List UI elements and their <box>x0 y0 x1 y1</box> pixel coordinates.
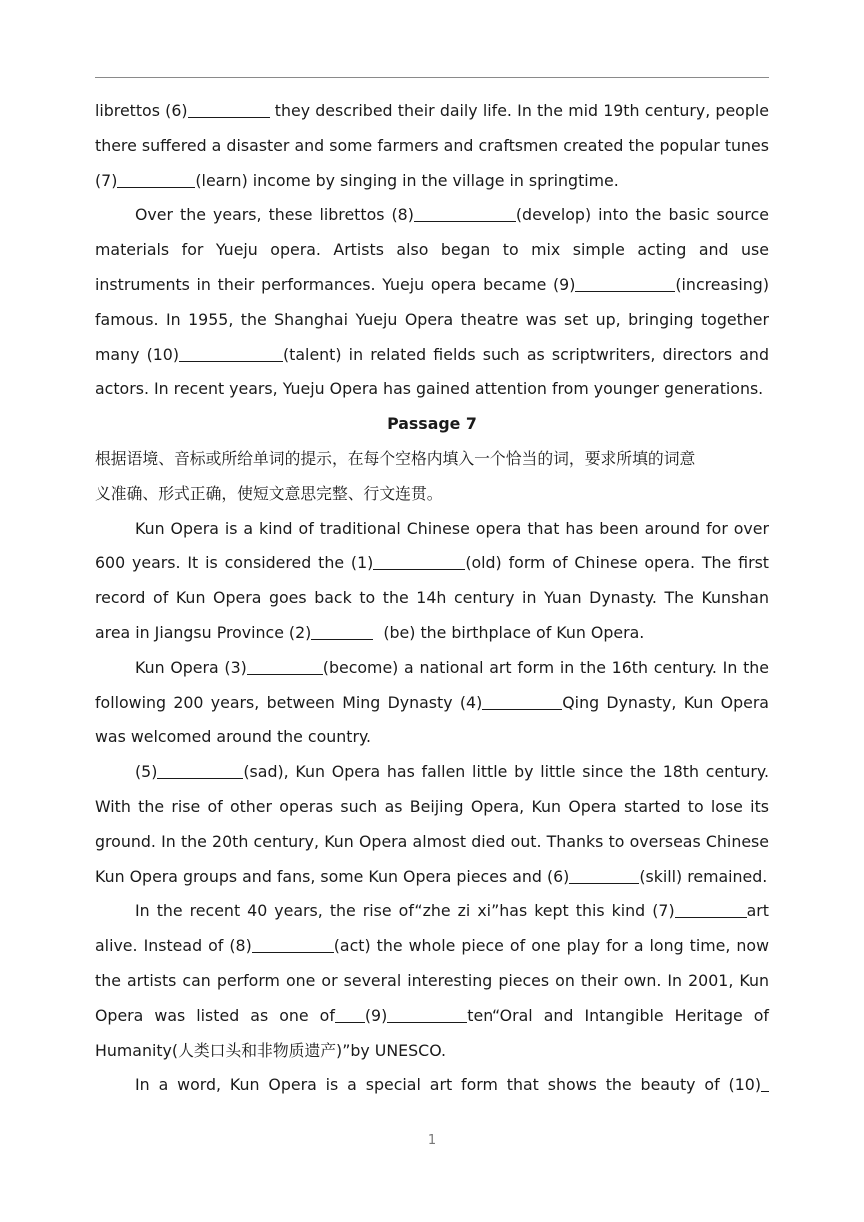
text-line: Kun Opera (3) (become) a national art form in the 16th century. In the <box>135 657 769 677</box>
text-line: Opera was listed as one of (9) ten“Oral and Intangible Heritage of <box>95 1005 769 1025</box>
text-line: record of Kun Opera goes back to the 14h century in Yuan Dynasty. The Kunshan <box>95 588 769 608</box>
answer-blank-2[interactable] <box>311 622 373 640</box>
instruction-line: 义准确、形式正确，使短文意思完整、行文连贯。 <box>95 483 443 503</box>
text-line: 600 years. It is considered the (1) (old) form of Chinese opera. The first <box>95 553 770 573</box>
answer-blank-8[interactable] <box>252 936 334 954</box>
text-line: was welcomed around the country. <box>95 727 372 747</box>
text-line: there suffered a disaster and some farmers and craftsmen created the popular tunes <box>95 135 769 155</box>
answer-blank-9[interactable] <box>387 1005 467 1023</box>
text-line: (5) (sad), Kun Opera has fallen little by little since the 18th century. <box>135 762 769 782</box>
text-line: following 200 years, between Ming Dynasty (4) Qing Dynasty, Kun Opera <box>95 692 769 712</box>
header-rule <box>95 77 769 78</box>
answer-blank-article[interactable] <box>335 1005 365 1023</box>
answer-blank-6[interactable] <box>188 100 270 118</box>
text-line: the artists can perform one or several interesting pieces on their own. In 2001, Kun <box>95 970 769 990</box>
text-line: instruments in their performances. Yueju opera became (9) (increasing) <box>95 274 769 294</box>
text-line: alive. Instead of (8) (act) the whole piece of one play for a long time, now <box>95 936 770 956</box>
text-line: Kun Opera is a kind of traditional Chinese opera that has been around for over <box>135 518 769 538</box>
document-body <box>95 94 769 1103</box>
answer-blank-7[interactable] <box>675 901 747 919</box>
text-line: With the rise of other operas such as Beijing Opera, Kun Opera started to lose its <box>95 796 769 816</box>
text-line: area in Jiangsu Province (2) (be) the birthplace of Kun Opera. <box>95 622 645 642</box>
text-line: ground. In the 20th century, Kun Opera almost died out. Thanks to overseas Chinese <box>95 831 769 851</box>
answer-blank-6[interactable] <box>569 866 639 884</box>
passage-title: Passage 7 <box>387 414 477 434</box>
text-line: many (10) (talent) in related fields such as scriptwriters, directors and <box>95 344 769 364</box>
answer-blank-9[interactable] <box>575 274 675 292</box>
text-line: materials for Yueju opera. Artists also began to mix simple acting and use <box>95 240 769 260</box>
answer-blank-7[interactable] <box>117 170 195 188</box>
text-line: Kun Opera groups and fans, some Kun Opera pieces and (6) (skill) remained. <box>95 866 768 886</box>
text-line: famous. In 1955, the Shanghai Yueju Opera theatre was set up, bringing together <box>95 309 769 329</box>
answer-blank-8[interactable] <box>414 205 516 223</box>
text-line: In a word, Kun Opera is a special art form that shows the beauty of (10) <box>95 1068 769 1103</box>
answer-blank-1[interactable] <box>373 553 465 571</box>
text-line: actors. In recent years, Yueju Opera has gained attention from younger generations. <box>95 379 764 399</box>
answer-blank-3[interactable] <box>247 657 323 675</box>
text-line: librettos (6) they described their daily life. In the mid 19th century, people <box>95 101 769 120</box>
answer-blank-4[interactable] <box>482 692 562 710</box>
instruction-line: 根据语境、音标或所给单词的提示，在每个空格内填入一个恰当的词，要求所填的词意 <box>95 448 696 468</box>
answer-blank-10[interactable] <box>179 344 283 362</box>
text-line: Over the years, these librettos (8) (develop) into the basic source <box>135 205 769 225</box>
page-number: 1 <box>427 1133 437 1148</box>
text-line: Humanity(人类口头和非物质遗产)”by UNESCO. <box>95 1040 447 1060</box>
text-line: In the recent 40 years, the rise of“zhe zi xi”has kept this kind (7) art <box>135 901 769 921</box>
text-line: (7) (learn) income by singing in the village in springtime. <box>95 170 619 190</box>
answer-blank-10[interactable] <box>761 1075 769 1093</box>
answer-blank-5[interactable] <box>157 762 243 780</box>
